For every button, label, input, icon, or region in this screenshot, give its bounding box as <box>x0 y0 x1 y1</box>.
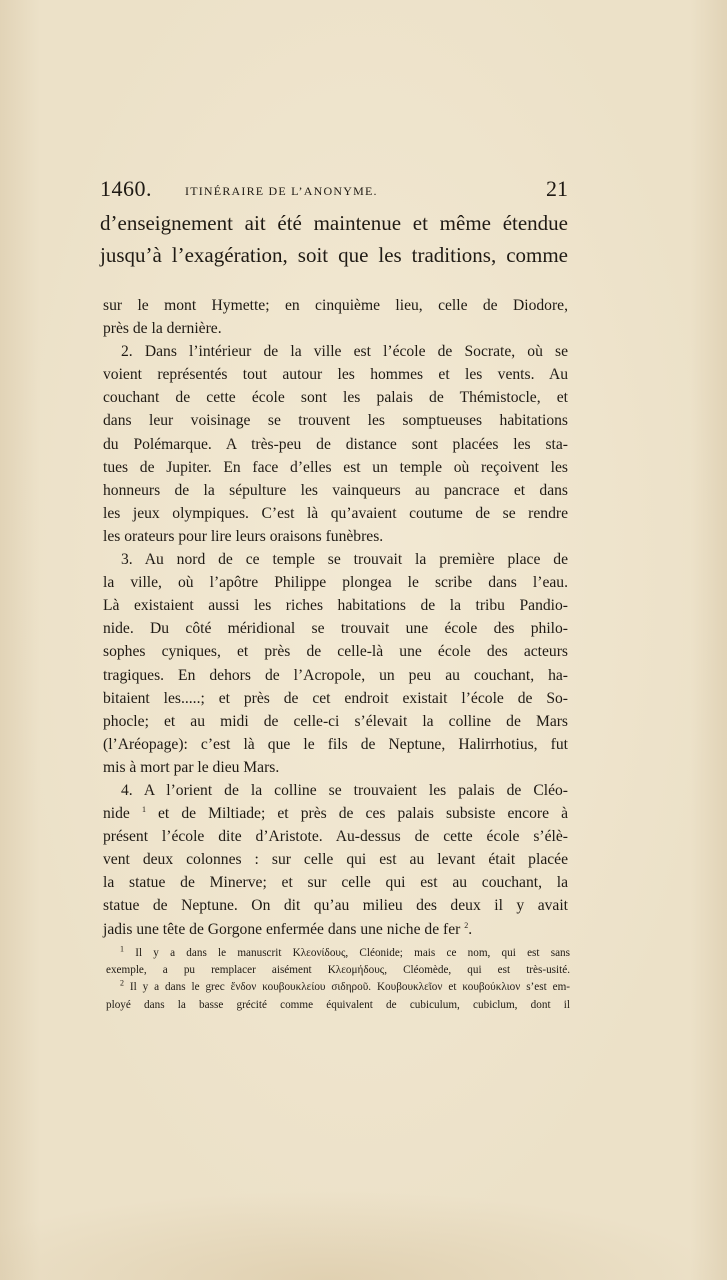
text-line: du Polémarque. A très-peu de distance sont placées les sta- <box>103 435 568 453</box>
paragraph-2-start: 2. Dans l’intérieur de la ville est l’école de Socrate, où se <box>121 343 568 361</box>
main-text-block <box>103 294 568 941</box>
text-line: (l’Aréopage): c’est là que le fils de Neptune, Halirrhotius, fut <box>103 735 568 753</box>
text-line: tragiques. En dehors de l’Acropole, un peu au couchant, ha- <box>103 666 568 684</box>
text-line: les jeux olympiques. C’est là qu’avaient coutume de se rendre <box>103 504 568 522</box>
footnote-marker-1: 1 <box>120 944 124 954</box>
running-title: ITINÉRAIRE DE L’ANONYME. <box>185 184 378 198</box>
footnote-ref-1: 1 <box>141 804 146 814</box>
text-fragment: jadis une tête de Gorgone enfermée dans une niche de fer <box>103 920 461 938</box>
page-number: 21 <box>546 176 568 201</box>
running-head <box>100 176 568 206</box>
text-line: nide. Du côté méridional se trouvait une école des philo- <box>103 620 568 638</box>
text-line: dans leur voisinage se trouvent les somptueuses habitations <box>103 412 568 430</box>
text-fragment: et de Miltiade; et près de ces palais subsiste encore à <box>158 805 568 823</box>
text-line: près de la dernière. <box>103 320 222 338</box>
footnotes <box>106 945 570 1014</box>
text-line: phocle; et au midi de celle-ci s’élevait la colline de Mars <box>103 712 568 730</box>
text-line-with-note-2: jadis une tête de Gorgone enfermée dans une niche de fer $^2$. <box>103 920 473 938</box>
text-line: sophes cyniques, et près de celle-là une école des acteurs <box>103 643 568 661</box>
paper-stain <box>0 1190 727 1280</box>
text-line: les orateurs pour lire leurs oraisons funèbres. <box>103 527 384 545</box>
text-fragment: nide <box>103 805 130 823</box>
text-line: sur le mont Hymette; en cinquième lieu, celle de Diodore, <box>103 297 568 314</box>
footnote-line: ployé dans la basse grécité comme équivalent de cubiculum, cubiclum, dont il <box>106 998 570 1011</box>
text-line: bitaient les.....; et près de cet endroit existait l’école de So- <box>103 689 568 707</box>
text-line: Là existaient aussi les riches habitations de la tribu Pandio- <box>103 597 568 615</box>
footnote-ref-2: 2 <box>464 920 469 930</box>
footnote-text: Il y a dans le grec ἔνδον κουβουκλείου σιδηροῦ. Κουβουκλεῖον et κουβούκλιον s’est em- <box>129 981 571 994</box>
footnote-marker-2: 2 <box>120 978 124 988</box>
year-heading: 1460. <box>100 176 152 201</box>
footnote-1 <box>106 945 570 962</box>
footnote-text: Il y a dans le manuscrit Κλεονίδους, Cléonide; mais ce nom, qui est sans <box>135 947 571 959</box>
text-line: couchant de cette école sont les palais de Thémistocle, et <box>103 389 568 407</box>
upper-line: jusqu’à l’exagération, soit que les traditions, comme <box>100 243 568 267</box>
upper-line: d’enseignement ait été maintenue et même étendue <box>100 211 568 235</box>
text-line: honneurs de la sépulture les vainqueurs au pancrace et dans <box>103 481 568 499</box>
text-line: vent deux colonnes : sur celle qui est au levant était placée <box>103 851 568 869</box>
text-line: tues de Jupiter. En face d’elles est un temple où reçoivent les <box>103 458 568 476</box>
upper-text-block <box>100 207 568 271</box>
footnote-2 <box>106 979 570 996</box>
text-line: mis à mort par le dieu Mars. <box>103 758 280 776</box>
text-line: voient représentés tout autour les hommes et les vents. Au <box>103 366 568 384</box>
footnote-line: exemple, a pu remplacer aisément Κλεομήδους, Cléomède, qui est très-usité. <box>106 964 570 977</box>
paragraph-3-start: 3. Au nord de ce temple se trouvait la première place de <box>121 551 568 569</box>
text-line: statue de Neptune. On dit qu’au milieu des deux il y avait <box>103 897 568 915</box>
text-line: la statue de Minerve; et sur celle qui est au couchant, la <box>103 874 568 892</box>
text-line: la ville, où l’apôtre Philippe plongea le scribe dans l’eau. <box>103 574 568 592</box>
paragraph-4-start: 4. A l’orient de la colline se trouvaient les palais de Cléo- <box>121 781 568 799</box>
text-line-with-note-1 <box>103 802 568 825</box>
text-line: présent l’école dite d’Aristote. Au-dessus de cette école s’élè- <box>103 828 568 846</box>
